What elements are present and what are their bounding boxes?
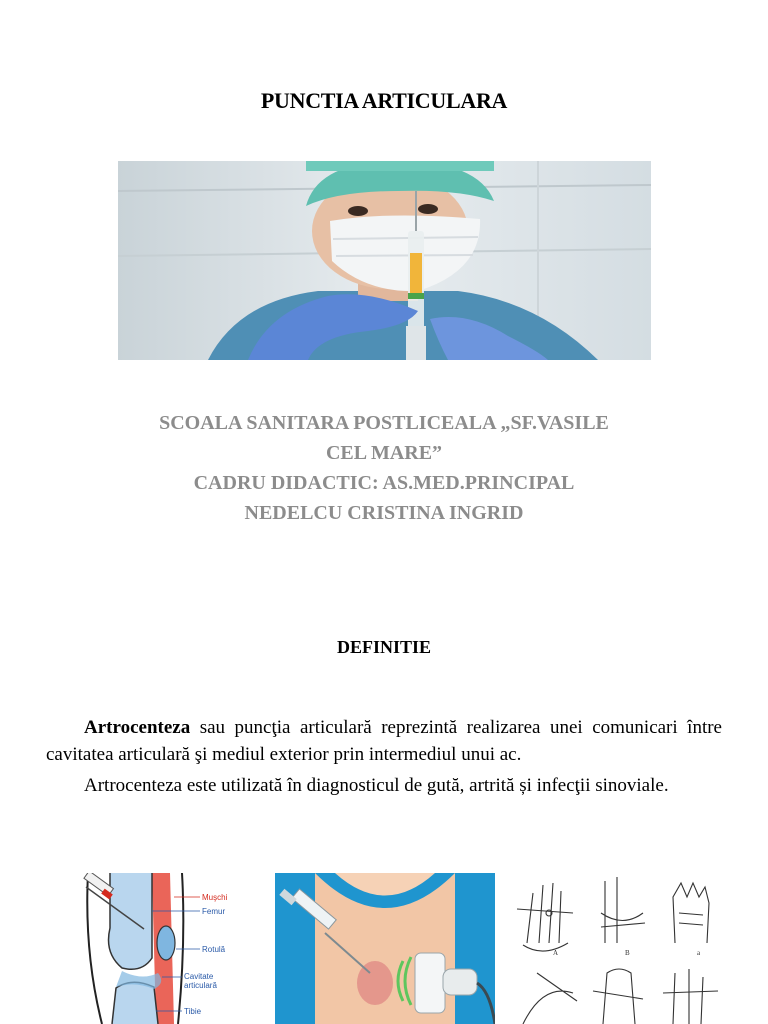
paragraph-1 <box>46 714 722 768</box>
knee-diagram <box>82 873 252 1024</box>
subtitle-line-2: CEL MARE” <box>325 442 443 464</box>
hand-label-b: B <box>625 949 630 957</box>
paragraph-1-rest: sau puncţia articulară reprezintă realizarea unei comunicari între cavitatea articulară şi mediul exterior prin intermediul unui ac. <box>46 717 722 765</box>
paragraph-2: Artrocenteza este utilizată în diagnosticul de gută, artrită și infecţii sinoviale. <box>84 775 669 796</box>
ultrasound-illustration <box>275 873 495 1024</box>
label-rotula: Rotulă <box>202 945 226 954</box>
subtitle-line-1: SCOALA SANITARA POSTLICEALA „SF.VASILE <box>159 412 609 434</box>
label-tibie: Tibie <box>184 1007 202 1016</box>
term-bold: Artrocenteza <box>84 717 191 738</box>
hand-label-a-upper: A <box>553 949 559 957</box>
hand-label-a-lower: a <box>697 949 701 957</box>
page-title: PUNCTIA ARTICULARA <box>260 88 508 113</box>
definition-text <box>46 714 722 803</box>
label-muschi: Muşchi <box>202 893 228 902</box>
hero-photo <box>118 161 651 360</box>
label-cavitate: Cavitate <box>184 972 214 981</box>
section-heading: DEFINITIE <box>336 637 432 657</box>
label-articulara: articulară <box>184 981 217 990</box>
subtitle-line-4: NEDELCU CRISTINA INGRID <box>244 502 524 524</box>
label-femur: Femur <box>202 907 226 916</box>
hand-sketches <box>513 873 723 1024</box>
subtitle-line-3: CADRU DIDACTIC: AS.MED.PRINCIPAL <box>193 472 575 494</box>
institution-subtitle <box>100 408 668 528</box>
